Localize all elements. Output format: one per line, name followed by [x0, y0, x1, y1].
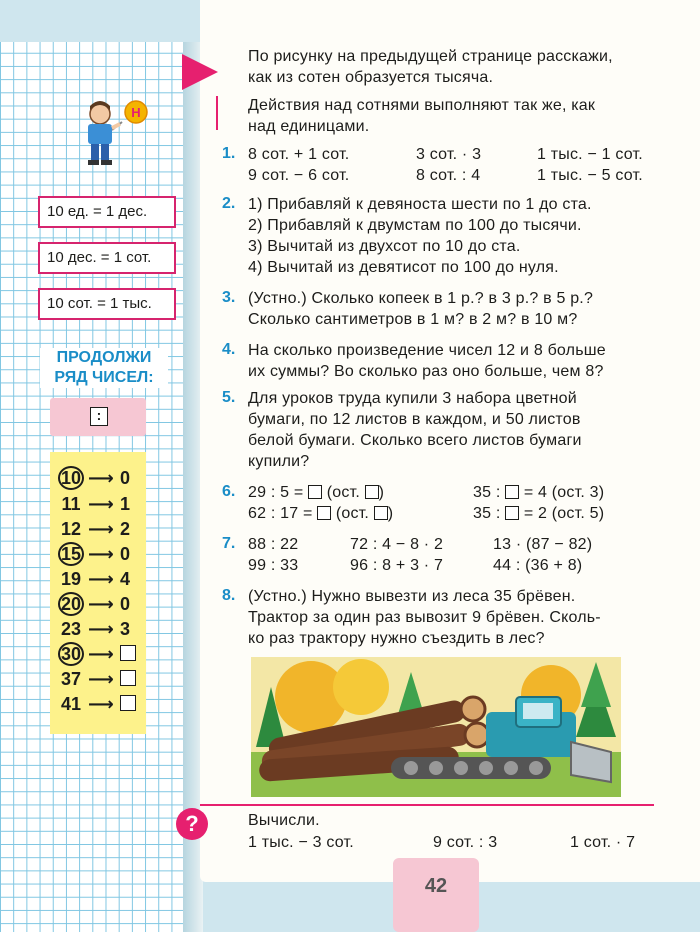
answer-blank[interactable] [317, 506, 331, 520]
sequence-result: 0 [120, 594, 131, 614]
sequence-row [58, 642, 142, 666]
task-7-expr: 13 · (87 − 82) [493, 536, 593, 553]
compute-expr: 1 сот. · 7 [570, 834, 636, 851]
task-number: 2. [222, 195, 236, 212]
task-number: 4. [222, 341, 236, 358]
answer-blank[interactable] [120, 667, 136, 691]
sequence-result: 0 [120, 544, 131, 564]
number-sequence-box [50, 452, 146, 734]
sequence-row [58, 492, 142, 516]
task-1-expr: 1 тыс. − 1 сот. [537, 146, 643, 163]
arrow-icon: ⟶ [88, 468, 114, 488]
rule-text: 10 дес. = 1 сот. [47, 249, 152, 266]
tractor-with-logs-illustration [251, 657, 621, 797]
continue-title-line2: РЯД ЧИСЕЛ: [54, 369, 154, 386]
sequence-number: 10 [58, 466, 84, 490]
boy-with-badge-illustration [72, 98, 152, 170]
answer-blank[interactable] [120, 642, 136, 666]
answer-blank[interactable] [374, 506, 388, 520]
task-7-expr: 72 : 4 − 8 · 2 [350, 536, 444, 553]
arrow-icon: ⟶ [88, 594, 114, 614]
compute-expr: 9 сот. : 3 [433, 834, 498, 851]
arrow-icon: ⟶ [88, 694, 114, 714]
rule-box-units [38, 196, 176, 228]
sequence-row [58, 667, 142, 691]
task-7-expr: 88 : 22 [248, 536, 299, 553]
sequence-result: 4 [120, 569, 131, 589]
sequence-number: 12 [60, 519, 82, 539]
sequence-number: 41 [60, 694, 82, 714]
sequence-row [58, 592, 142, 616]
answer-blank[interactable] [308, 485, 322, 499]
sequence-number: 37 [60, 669, 82, 689]
divider-line [200, 804, 654, 806]
compute-title: Вычисли. [248, 812, 320, 829]
sequence-number: 23 [60, 619, 82, 639]
sequence-number: 19 [60, 569, 82, 589]
answer-blank[interactable] [505, 485, 519, 499]
task-7-expr: 99 : 33 [248, 557, 299, 574]
task-1-expr: 9 сот. − 6 сот. [248, 167, 350, 184]
arrow-icon: ⟶ [88, 544, 114, 564]
rule-box-tens [38, 242, 176, 274]
sequence-number: 15 [58, 542, 84, 566]
task-3-text: (Устно.) Сколько копеек в 1 р.? в 3 р.? в 5 р.? Сколько сантиметров в 1 м? в 2 м? в 10 м? [248, 290, 594, 328]
sequence-number: 20 [58, 592, 84, 616]
answer-blank[interactable] [120, 692, 136, 716]
task-number: 8. [222, 587, 236, 604]
page-number: 42 [393, 858, 479, 932]
sequence-row [58, 692, 142, 716]
task-number: 6. [222, 483, 236, 500]
arrow-icon: ⟶ [88, 644, 114, 664]
sequence-row [58, 517, 142, 541]
continue-title-line1: ПРОДОЛЖИ [56, 349, 152, 366]
sequence-result: 0 [120, 468, 131, 488]
rule-box-hundreds [38, 288, 176, 320]
task-6-expr: 35 : = 2 (ост. 5) [473, 505, 605, 522]
task-1-expr: 3 сот. · 3 [416, 146, 482, 163]
task-4-text: На сколько произведение чисел 12 и 8 больше их суммы? Во сколько раз оно больше, чем 8? [248, 342, 606, 380]
task-1-expr: 8 сот. + 1 сот. [248, 146, 350, 163]
question-icon: ? [176, 808, 208, 840]
task-1-expr: 1 тыс. − 5 сот. [537, 167, 643, 184]
task-8-text: (Устно.) Нужно вывезти из леса 35 брёвен. Трактор за один раз вывозит 9 брёвен. Сколь- ко раз трактору нужно съездить в лес? [248, 588, 601, 647]
sequence-row [58, 542, 142, 566]
task-number: 5. [222, 389, 236, 406]
compute-expr: 1 тыс. − 3 сот. [248, 834, 354, 851]
background-top [0, 0, 190, 42]
rule-text: 10 ед. = 1 дес. [47, 203, 148, 220]
task-number: 7. [222, 535, 236, 552]
intro-text: По рисунку на предыдущей странице расскажи, как из сотен образуется тысяча. [248, 48, 613, 86]
sequence-row [58, 567, 142, 591]
task-6-expr: 29 : 5 = (ост. ) [248, 484, 385, 501]
arrow-icon: ⟶ [88, 494, 114, 514]
task-6-expr: 35 : = 4 (ост. 3) [473, 484, 605, 501]
task-1-expr: 8 сот. : 4 [416, 167, 481, 184]
answer-blank[interactable] [505, 506, 519, 520]
arrow-icon: ⟶ [88, 569, 114, 589]
rule-text-hundreds: Действия над сотнями выполняют так же, как над единицами. [248, 97, 596, 135]
rule-text: 10 сот. = 1 тыс. [47, 295, 152, 312]
rule-marker [216, 96, 218, 130]
task-5-text: Для уроков труда купили 3 набора цветной бумаги, по 12 листов в каждом, и 50 листов белой бумаги. Сколько всего листов бумаги купили? [248, 390, 582, 470]
task-7-expr: 44 : (36 + 8) [493, 557, 583, 574]
task-number: 3. [222, 289, 236, 306]
sequence-row [58, 466, 142, 490]
answer-blank[interactable] [365, 485, 379, 499]
operation-sign: : [90, 407, 108, 426]
task-number: 1. [222, 145, 236, 162]
task-7-expr: 96 : 8 + 3 · 7 [350, 557, 444, 574]
badge-letter: Н [131, 105, 141, 120]
sequence-row [58, 617, 142, 641]
continue-sequence-title [40, 348, 168, 388]
arrow-icon: ⟶ [88, 619, 114, 639]
sequence-result: 1 [120, 494, 131, 514]
task-6-expr: 62 : 17 = (ост. ) [248, 505, 394, 522]
task-2-list: 1) Прибавляй к девяноста шести по 1 до ста. 2) Прибавляй к двумстам по 100 до тысячи. 3) Вычитай из двухсот по 10 до ста. 4) Вычитай из девятисот по 100 до нуля. [248, 196, 592, 276]
sequence-result: 3 [120, 619, 131, 639]
operation-box [50, 398, 146, 436]
sequence-number: 11 [61, 494, 81, 514]
arrow-icon: ⟶ [88, 669, 114, 689]
sequence-result: 2 [120, 519, 131, 539]
pointer-triangle-icon [182, 54, 218, 90]
sequence-number: 30 [58, 642, 84, 666]
arrow-icon: ⟶ [88, 519, 114, 539]
